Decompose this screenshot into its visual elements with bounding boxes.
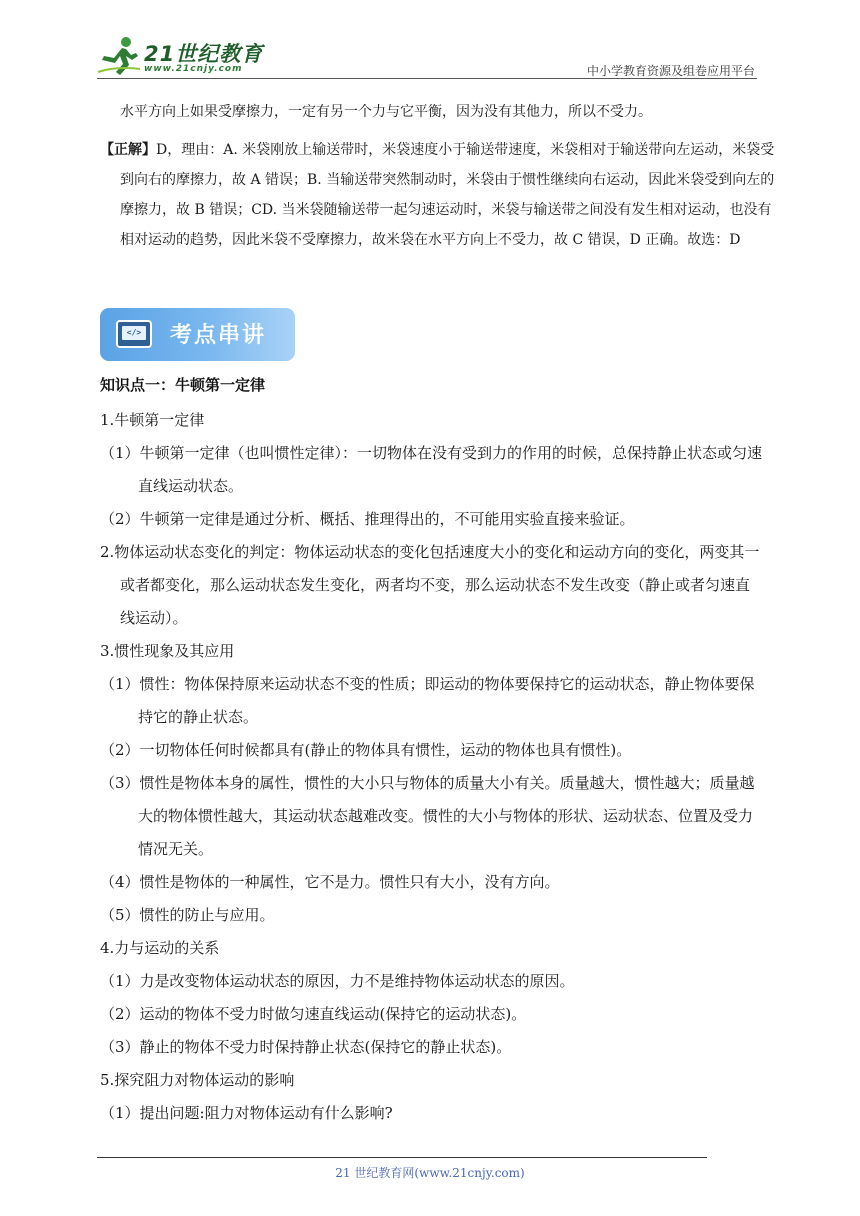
site-logo[interactable] xyxy=(96,36,266,78)
list-item: （4）惯性是物体的一种属性，它不是力。惯性只有大小，没有方向。 xyxy=(100,873,560,891)
list-item: （5）惯性的防止与应用。 xyxy=(100,906,275,924)
list-item: 1.牛顿第一定律 xyxy=(100,411,205,429)
knowledge-point-body xyxy=(100,404,764,1130)
list-item: （3）静止的物体不受力时保持静止状态(保持它的静止状态)。 xyxy=(100,1038,512,1056)
code-glyph: </> xyxy=(122,326,146,340)
section-banner xyxy=(100,308,295,361)
page-header xyxy=(0,0,860,82)
platform-name: 中小学教育资源及组卷应用平台 xyxy=(586,64,755,78)
list-item: 4.力与运动的关系 xyxy=(100,939,220,957)
header-divider xyxy=(97,78,757,79)
logo-url-text: www.21cnjy.com xyxy=(144,64,243,74)
banner-title: 考点串讲 xyxy=(170,323,267,348)
logo-brand-text: 21世纪教育 xyxy=(144,42,264,66)
list-item: （2）运动的物体不受力时做匀速直线运动(保持它的运动状态)。 xyxy=(100,1005,527,1023)
list-item: （1）力是改变物体运动状态的原因，力不是维持物体运动状态的原因。 xyxy=(100,972,575,990)
answer-paragraph xyxy=(100,135,784,255)
answer-label: 【正解】 xyxy=(100,142,156,158)
runner-icon xyxy=(96,36,142,76)
list-item: 2.物体运动状态变化的判定：物体运动状态的变化包括速度大小的变化和运动方向的变化，两变其一或者都变化，那么运动状态发生变化，两者均不变，那么运动状态不发生改变（静止或者匀速直线运动）。 xyxy=(100,543,760,627)
footer-source[interactable]: 21 世纪教育网(www.21cnjy.com) xyxy=(335,1166,525,1180)
list-item: （1）惯性：物体保持原来运动状态不变的性质；即运动的物体要保持它的运动状态，静止物体要保持它的静止状态。 xyxy=(100,675,755,726)
answer-text: D，理由：A. 米袋刚放上输送带时，米袋速度小于输送带速度，米袋相对于输送带向左运动，米袋受到向右的摩擦力，故 A 错误；B. 当输送带突然制动时，米袋由于惯性继续向右运动，因此米袋受到向左的摩擦力，故 B 错误；CD. 当米袋随输送带一起匀速运动时，米袋与输送带之间没有发生相对运动，也没有相对运动的趋势，因此米袋不受摩擦力，故米袋在水平方向上不受力，故 C 错误，D 正确。故选：D xyxy=(120,142,775,248)
intro-line: 水平方向上如果受摩擦力，一定有另一个力与它平衡，因为没有其他力，所以不受力。 xyxy=(120,104,652,120)
list-item: 5.探究阻力对物体运动的影响 xyxy=(100,1071,295,1089)
list-item: （1）提出问题:阻力对物体运动有什么影响? xyxy=(100,1104,393,1122)
list-item: （3）惯性是物体本身的属性，惯性的大小只与物体的质量大小有关。质量越大，惯性越大；质量越大的物体惯性越大，其运动状态越难改变。惯性的大小与物体的形状、运动状态、位置及受力情况无关。 xyxy=(100,774,755,858)
list-item: （2）一切物体任何时候都具有(静止的物体具有惯性，运动的物体也具有惯性)。 xyxy=(100,741,632,759)
list-item: （2）牛顿第一定律是通过分析、概括、推理得出的，不可能用实验直接来验证。 xyxy=(100,510,635,528)
footer-divider xyxy=(97,1157,707,1158)
list-item: （1）牛顿第一定律（也叫惯性定律）：一切物体在没有受到力的作用的时候，总保持静止状态或匀速直线运动状态。 xyxy=(100,444,763,495)
knowledge-point-title: 知识点一：牛顿第一定律 xyxy=(100,376,266,394)
code-monitor-icon xyxy=(116,320,152,348)
list-item: 3.惯性现象及其应用 xyxy=(100,642,235,660)
